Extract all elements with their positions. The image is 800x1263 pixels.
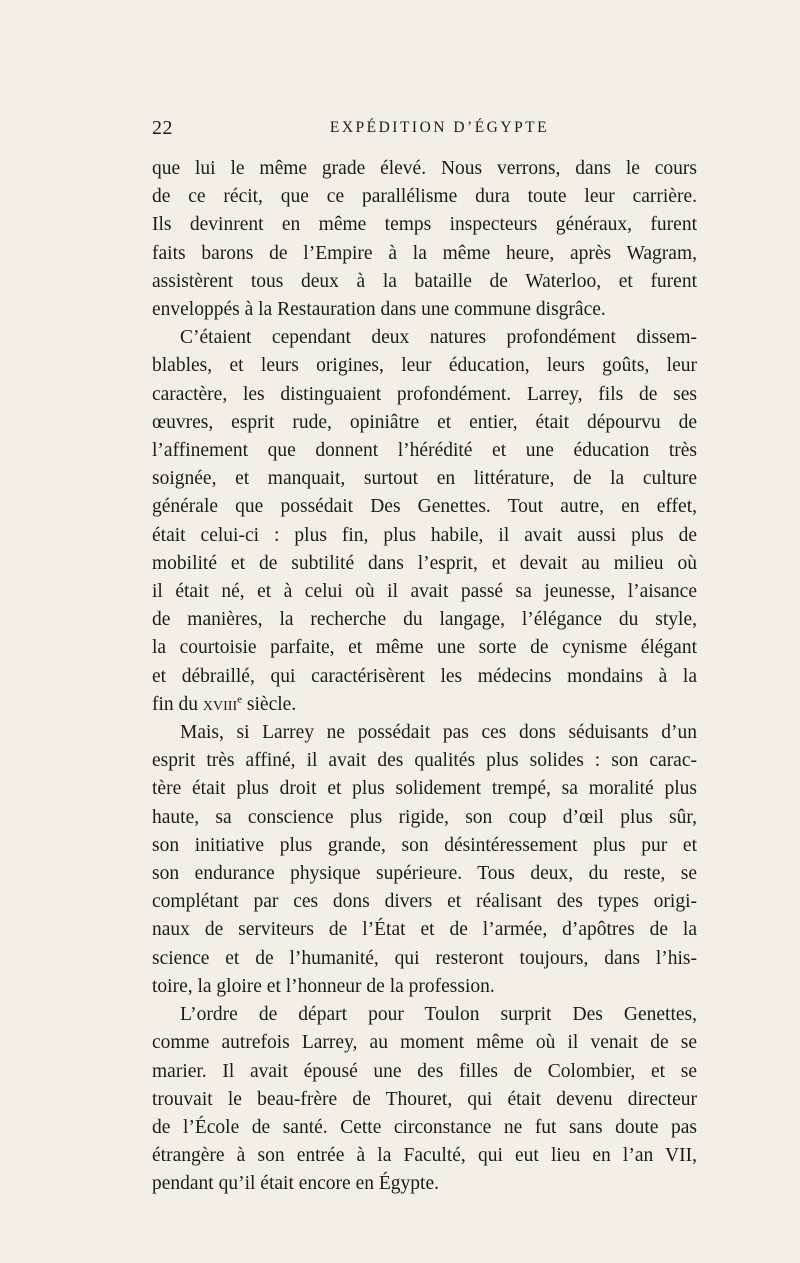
text-line: de manières, la recherche du langage, l’élégance du style,	[152, 609, 697, 631]
text-line: il était né, et à celui où il avait passé sa jeunesse, l’aisance	[152, 581, 697, 603]
paragraph	[152, 324, 697, 719]
text-line: que lui le même grade élevé. Nous verrons, dans le cours	[152, 158, 697, 179]
text-line: C’étaient cependant deux natures profondément dissem-	[180, 327, 697, 349]
text-line: était celui-ci : plus fin, plus habile, il avait aussi plus de	[152, 524, 697, 546]
text-line: L’ordre de départ pour Toulon surprit Des Genettes,	[180, 1004, 697, 1026]
text-fragment: siècle.	[242, 693, 297, 715]
text-line: naux de serviteurs de l’État et de l’armée, d’apôtres de la	[152, 919, 697, 941]
text-line: générale que possédait Des Genettes. Tout autre, en effet,	[152, 496, 697, 518]
text-line: de l’École de santé. Cette circonstance ne fut sans doute pas	[152, 1116, 697, 1138]
text-line: étrangère à son entrée à la Faculté, qui eut lieu en l’an VII,	[152, 1145, 697, 1167]
text-line: marier. Il avait épousé une des filles de Colombier, et se	[152, 1060, 697, 1082]
page-number: 22	[152, 117, 173, 139]
text-line: la courtoisie parfaite, et même une sorte de cynisme élégant	[152, 637, 697, 659]
running-title: EXPÉDITION D’ÉGYPTE	[329, 119, 550, 136]
paragraph	[152, 155, 697, 324]
text-line: soignée, et manquait, surtout en littérature, de la culture	[152, 468, 697, 490]
text-line: science et de l’humanité, qui resteront toujours, dans l’his-	[152, 947, 697, 969]
text-line: trouvait le beau-frère de Thouret, qui était devenu directeur	[152, 1088, 697, 1110]
text-line: enveloppés à la Restauration dans une commune disgrâce.	[152, 299, 606, 321]
text-line: haute, sa conscience plus rigide, son coup d’œil plus sûr,	[152, 806, 697, 828]
text-line: pendant qu’il était encore en Égypte.	[152, 1173, 439, 1195]
page-header	[152, 117, 697, 143]
text-line: son endurance physique supérieure. Tous deux, du reste, se	[152, 863, 697, 885]
text-line: comme autrefois Larrey, au moment même où il venait de se	[152, 1032, 697, 1054]
text-line: son initiative plus grande, son désintéressement plus pur et	[152, 834, 697, 856]
text-line: assistèrent tous deux à la bataille de Waterloo, et furent	[152, 270, 697, 292]
century-numeral: xviii	[202, 693, 238, 715]
text-line: faits barons de l’Empire à la même heure, après Wagram,	[152, 242, 697, 264]
text-line: mobilité et de subtilité dans l’esprit, et devait au milieu où	[152, 552, 697, 574]
text-line: Ils devinrent en même temps inspecteurs généraux, furent	[152, 214, 697, 236]
text-fragment: fin du	[152, 693, 203, 715]
text-line: de ce récit, que ce parallélisme dura toute leur carrière.	[152, 186, 697, 208]
text-line: toire, la gloire et l’honneur de la profession.	[152, 975, 495, 997]
text-line: œuvres, esprit rude, opiniâtre et entier, était dépourvu de	[152, 411, 697, 433]
text-line: blables, et leurs origines, leur éducation, leurs goûts, leur	[152, 355, 697, 377]
paragraph	[152, 1001, 697, 1198]
text-line: complétant par ces dons divers et réalisant des types origi-	[152, 891, 697, 913]
text-line	[152, 691, 697, 719]
text-line: l’affinement que donnent l’hérédité et une éducation très	[152, 440, 697, 462]
body-text	[152, 155, 697, 1199]
text-line: et débraillé, qui caractérisèrent les médecins mondains à la	[152, 665, 697, 687]
text-line: esprit très affiné, il avait des qualités plus solides : son carac-	[152, 750, 697, 772]
text-line: tère était plus droit et plus solidement trempé, sa moralité plus	[152, 778, 697, 800]
paragraph	[152, 719, 697, 1001]
text-line: caractère, les distinguaient profondément. Larrey, fils de ses	[152, 383, 697, 405]
text-line: Mais, si Larrey ne possédait pas ces dons séduisants d’un	[180, 722, 697, 744]
ordinal-superscript: e	[237, 693, 243, 706]
